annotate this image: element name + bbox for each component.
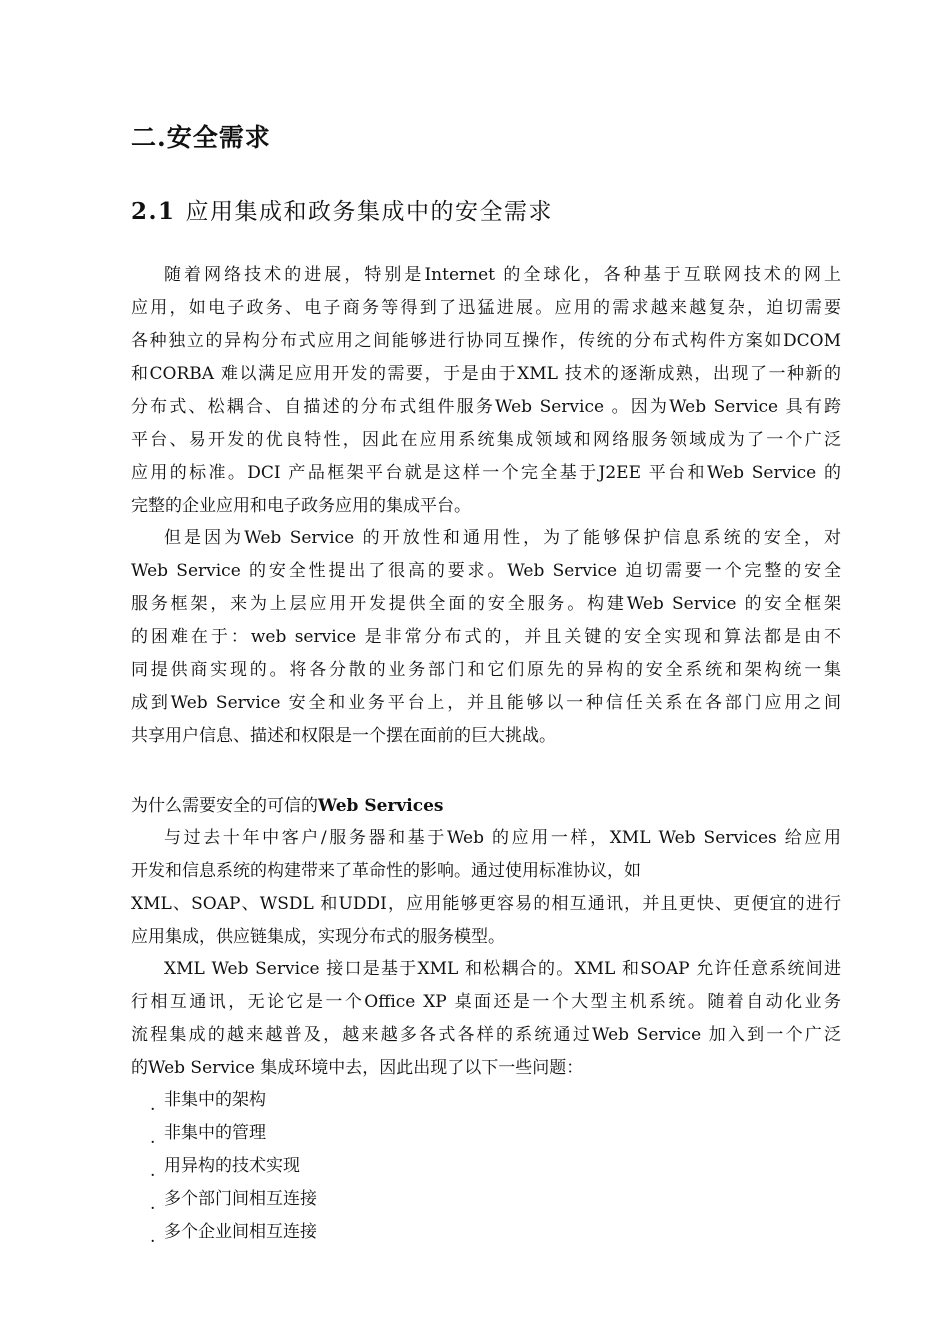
bullet-marker: . <box>150 1194 156 1214</box>
para2-line: 的困难在于：web service 是非常分布式的，并且关键的安全实现和算法都是由不 <box>131 627 841 647</box>
para4-line: 流程集成的越来越普及，越来越多各式各样的系统通过Web Service 加入到一个广泛 <box>131 1025 841 1045</box>
subsection-heading <box>131 193 553 226</box>
subsection-number: 2.1 <box>131 198 176 225</box>
para1-line: 分布式、松耦合、自描述的分布式组件服务Web Service 。因为Web Service 具有跨 <box>131 397 841 417</box>
subheading <box>131 795 443 817</box>
para2-line: 但是因为Web Service 的开放性和通用性，为了能够保护信息系统的安全，对 <box>164 528 841 548</box>
bullet-text: 用异构的技术实现 <box>164 1156 300 1176</box>
bullet-text: 多个企业间相互连接 <box>164 1222 317 1242</box>
para1-line: 平台、易开发的优良特性，因此在应用系统集成领域和网络服务领域成为了一个广泛 <box>131 430 841 450</box>
subsection-title: 应用集成和政务集成中的安全需求 <box>185 199 554 225</box>
bullet-marker: . <box>150 1227 156 1247</box>
section-heading: 二.安全需求 <box>131 123 271 152</box>
subheading-prefix: 为什么需要安全的可信的 <box>131 796 318 816</box>
para1-line: 应用，如电子政务、电子商务等得到了迅猛进展。应用的需求越来越复杂，迫切需要 <box>131 298 841 318</box>
para3-line: XML、SOAP、WSDL 和UDDI，应用能够更容易的相互通讯，并且更快、更便宜的进行 <box>131 894 841 914</box>
para1-line: 各种独立的异构分布式应用之间能够进行协同互操作，传统的分布式构件方案如DCOM <box>131 331 841 351</box>
bullet-item <box>150 1221 317 1247</box>
para1-line: 和CORBA 难以满足应用开发的需要，于是由于XML 技术的逐渐成熟，出现了一种新的 <box>131 364 841 384</box>
para1-line: 随着网络技术的进展，特别是Internet 的全球化，各种基于互联网技术的网上 <box>164 265 841 285</box>
bullet-item <box>150 1188 317 1214</box>
para1-line: 应用的标准。DCI 产品框架平台就是这样一个完全基于J2EE 平台和Web Service 的 <box>131 463 841 483</box>
bullet-marker: . <box>150 1095 156 1115</box>
bullet-text: 非集中的管理 <box>164 1123 266 1143</box>
para4-line: 的Web Service 集成环境中去，因此出现了以下一些问题： <box>131 1058 584 1078</box>
para3-line: 与过去十年中客户/服务器和基于Web 的应用一样，XML Web Services 给应用 <box>164 828 841 848</box>
para2-line: Web Service 的安全性提出了很高的要求。Web Service 迫切需要一个完整的安全 <box>131 561 841 581</box>
para3-line: 应用集成，供应链集成，实现分布式的服务模型。 <box>131 927 505 947</box>
bullet-item <box>150 1155 300 1181</box>
para2-line: 服务框架，来为上层应用开发提供全面的安全服务。构建Web Service 的安全框架 <box>131 594 841 614</box>
para4-line: XML Web Service 接口是基于XML 和松耦合的。XML 和SOAP 允许任意系统间进 <box>164 959 841 979</box>
para2-line: 共享用户信息、描述和权限是一个摆在面前的巨大挑战。 <box>131 726 556 746</box>
bullet-text: 非集中的架构 <box>164 1090 266 1110</box>
para2-line: 同提供商实现的。将各分散的业务部门和它们原先的异构的安全系统和架构统一集 <box>131 660 841 680</box>
subheading-bold: Web Services <box>318 796 444 816</box>
bullet-item <box>150 1089 266 1115</box>
bullet-item <box>150 1122 266 1148</box>
bullet-marker: . <box>150 1161 156 1181</box>
para4-line: 行相互通讯，无论它是一个Office XP 桌面还是一个大型主机系统。随着自动化业务 <box>131 992 841 1012</box>
bullet-marker: . <box>150 1128 156 1148</box>
para3-line: 开发和信息系统的构建带来了革命性的影响。通过使用标准协议，如 <box>131 861 641 881</box>
bullet-text: 多个部门间相互连接 <box>164 1189 317 1209</box>
para1-line: 完整的企业应用和电子政务应用的集成平台。 <box>131 496 471 516</box>
para2-line: 成到Web Service 安全和业务平台上，并且能够以一种信任关系在各部门应用之间 <box>131 693 841 713</box>
